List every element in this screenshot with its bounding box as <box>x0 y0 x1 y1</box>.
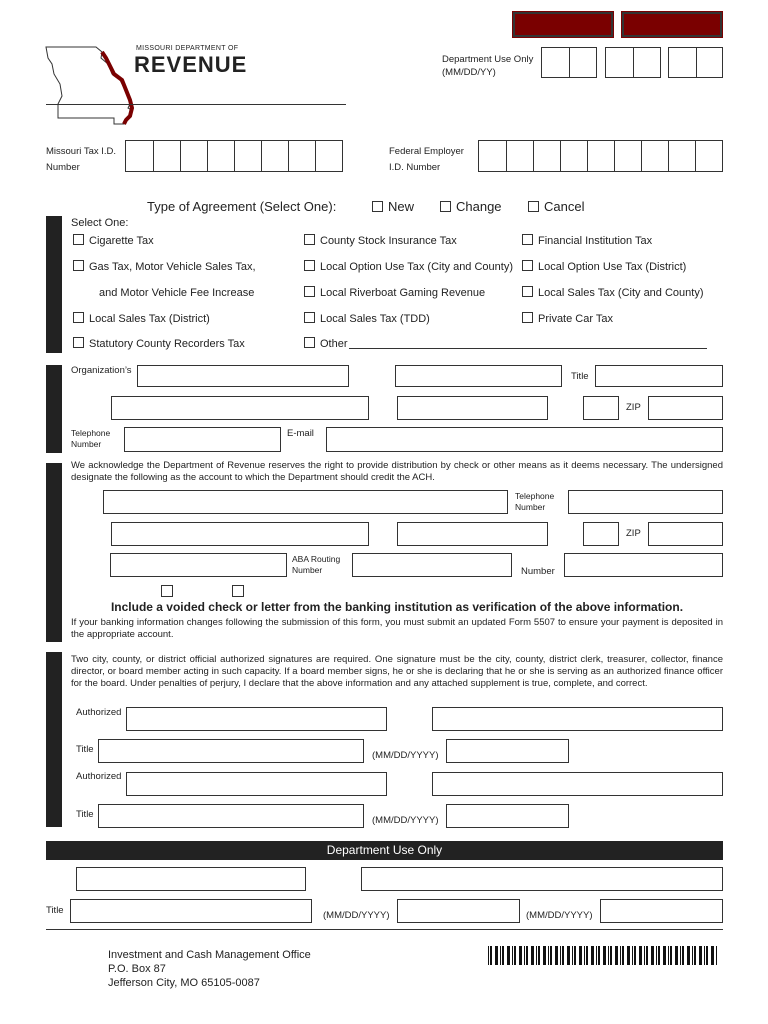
option-local-sales-district[interactable]: Local Sales Tax (District) <box>73 312 210 326</box>
option-local-sales-city-county[interactable]: Local Sales Tax (City and County) <box>522 286 704 300</box>
bank-telephone-input[interactable] <box>568 490 723 514</box>
mo-tax-id-input[interactable] <box>125 140 343 172</box>
dept-date-input-1[interactable] <box>397 899 520 923</box>
savings-checkbox[interactable] <box>232 585 244 597</box>
section-bar-organization <box>46 365 62 453</box>
org-city-input[interactable] <box>397 396 548 420</box>
bank-state-input[interactable] <box>583 522 619 546</box>
authorized-signature-2[interactable] <box>126 772 387 796</box>
authorized-label-1: Authorized <box>76 707 122 718</box>
sig-date-format-2: (MM/DD/YYYY) <box>372 815 439 826</box>
dept-use-rule <box>46 929 723 930</box>
option-cigarette[interactable]: Cigarette Tax <box>73 234 154 248</box>
footer-city: Jefferson City, MO 65105-0087 <box>108 977 260 989</box>
logo-rule <box>46 104 346 105</box>
bank-zip-input[interactable] <box>648 522 723 546</box>
bank-telephone-label: Telephone Number <box>515 491 555 512</box>
gas-tax-continued: and Motor Vehicle Fee Increase <box>99 287 255 299</box>
section-bar-signatures <box>46 652 62 827</box>
authorized-signature-1[interactable] <box>126 707 387 731</box>
option-financial-institution[interactable]: Financial Institution Tax <box>522 234 652 248</box>
bank-change-note: If your banking information changes following the submission of this form, you must submit an updated Form 5507 to ensure your payment is deposited in the appropriate account. <box>71 617 723 640</box>
bank-intro: We acknowledge the Department of Revenue reserves the right to provide distribution by check or other means as it deems necessary. The undersigned designate the following as the account to which the Department should credit the ACH. <box>71 460 723 483</box>
dept-use-date-format: (MM/DD/YY) <box>442 67 496 78</box>
sig-date-input-2[interactable] <box>446 804 569 828</box>
bank-zip-label: ZIP <box>626 528 641 539</box>
section-bar-banking <box>46 463 62 642</box>
dept-use-month[interactable] <box>541 47 597 78</box>
signatures-intro: Two city, county, or district official authorized signatures are required. One signature must be the city, county, district clerk, treasurer, collector, finance director, or board member acting in such capacity. If a board member signs, he or she is declaring that he or she is serving as an authorized finance officer for the board. Under penalties of perjury, I declare that the above information and any attached supplement is true, complete, and correct. <box>71 654 723 689</box>
sig-title-input-2[interactable] <box>98 804 364 828</box>
checking-checkbox[interactable] <box>161 585 173 597</box>
org-zip-input[interactable] <box>648 396 723 420</box>
sig-title-label-2: Title <box>76 809 94 820</box>
option-riverboat[interactable]: Local Riverboat Gaming Revenue <box>304 286 485 300</box>
bank-account-name-input[interactable] <box>110 553 287 577</box>
cancel-checkbox[interactable] <box>528 201 539 212</box>
dept-use-day[interactable] <box>605 47 661 78</box>
account-number-label: Number <box>521 566 555 577</box>
option-private-car[interactable]: Private Car Tax <box>522 312 613 326</box>
authorized-name-2[interactable] <box>432 772 723 796</box>
dept-use-banner: Department Use Only <box>46 841 723 860</box>
option-local-option-city-county[interactable]: Local Option Use Tax (City and County) <box>304 260 513 274</box>
barcode <box>488 946 720 965</box>
organization-name-input[interactable] <box>137 365 349 387</box>
dept-use-name[interactable] <box>361 867 723 891</box>
option-recorders[interactable]: Statutory County Recorders Tax <box>73 337 245 351</box>
change-checkbox[interactable] <box>440 201 451 212</box>
option-local-sales-tdd[interactable]: Local Sales Tax (TDD) <box>304 312 430 326</box>
dept-date-input-2[interactable] <box>600 899 723 923</box>
sig-title-label-1: Title <box>76 744 94 755</box>
dept-use-year[interactable] <box>668 47 723 78</box>
agreement-new[interactable]: New <box>372 199 414 215</box>
org-telephone-input[interactable] <box>124 427 281 452</box>
agreement-change[interactable]: Change <box>440 199 502 215</box>
organization-label: Organization’s <box>71 365 132 376</box>
aba-routing-input[interactable] <box>352 553 512 577</box>
option-county-stock[interactable]: County Stock Insurance Tax <box>304 234 457 248</box>
section-bar-tax-type <box>46 216 62 353</box>
clear-button[interactable] <box>622 12 722 37</box>
option-local-option-district[interactable]: Local Option Use Tax (District) <box>522 260 686 274</box>
voided-check-notice: Include a voided check or letter from the banking institution as verification of the above information. <box>110 600 684 614</box>
other-line[interactable] <box>349 348 707 349</box>
dept-date-format-2: (MM/DD/YYYY) <box>526 910 593 921</box>
agreement-cancel[interactable]: Cancel <box>528 199 584 215</box>
sig-date-format-1: (MM/DD/YYYY) <box>372 750 439 761</box>
mo-tax-id-label: Missouri Tax I.D. Number <box>46 146 117 173</box>
missouri-state-logo <box>44 44 139 126</box>
bank-address-input[interactable] <box>111 522 369 546</box>
org-title-input[interactable] <box>595 365 723 387</box>
footer-office: Investment and Cash Management Office <box>108 949 311 961</box>
fein-label: Federal Employer I.D. Number <box>389 146 464 173</box>
bank-name-input[interactable] <box>103 490 508 514</box>
option-gas-tax[interactable]: Gas Tax, Motor Vehicle Sales Tax, <box>73 260 256 274</box>
bank-city-input[interactable] <box>397 522 548 546</box>
org-telephone-label: Telephone Number <box>71 428 111 449</box>
org-email-input[interactable] <box>326 427 723 452</box>
select-one-label: Select One: <box>71 217 129 229</box>
dept-title-input[interactable] <box>70 899 312 923</box>
org-state-input[interactable] <box>583 396 619 420</box>
contact-name-input[interactable] <box>395 365 562 387</box>
org-address-input[interactable] <box>111 396 369 420</box>
sig-title-input-1[interactable] <box>98 739 364 763</box>
print-button[interactable] <box>513 12 613 37</box>
authorized-name-1[interactable] <box>432 707 723 731</box>
footer-po-box: P.O. Box 87 <box>108 963 166 975</box>
sig-date-input-1[interactable] <box>446 739 569 763</box>
option-other[interactable]: Other <box>304 337 348 351</box>
fein-input[interactable] <box>478 140 723 172</box>
org-email-label: E-mail <box>287 428 314 439</box>
dept-use-signature[interactable] <box>76 867 306 891</box>
authorized-label-2: Authorized <box>76 771 122 782</box>
dept-use-label: Department Use Only <box>442 54 534 65</box>
org-title-label: Title <box>571 371 589 382</box>
agency-name: REVENUE <box>134 52 248 77</box>
aba-routing-label: ABA Routing Number <box>292 554 341 575</box>
agency-line: MISSOURI DEPARTMENT OF <box>136 45 239 52</box>
org-zip-label: ZIP <box>626 402 641 413</box>
dept-title-label: Title <box>46 905 64 916</box>
dept-date-format-1: (MM/DD/YYYY) <box>323 910 390 921</box>
account-number-input[interactable] <box>564 553 723 577</box>
new-checkbox[interactable] <box>372 201 383 212</box>
agreement-prompt: Type of Agreement (Select One): <box>147 199 337 214</box>
